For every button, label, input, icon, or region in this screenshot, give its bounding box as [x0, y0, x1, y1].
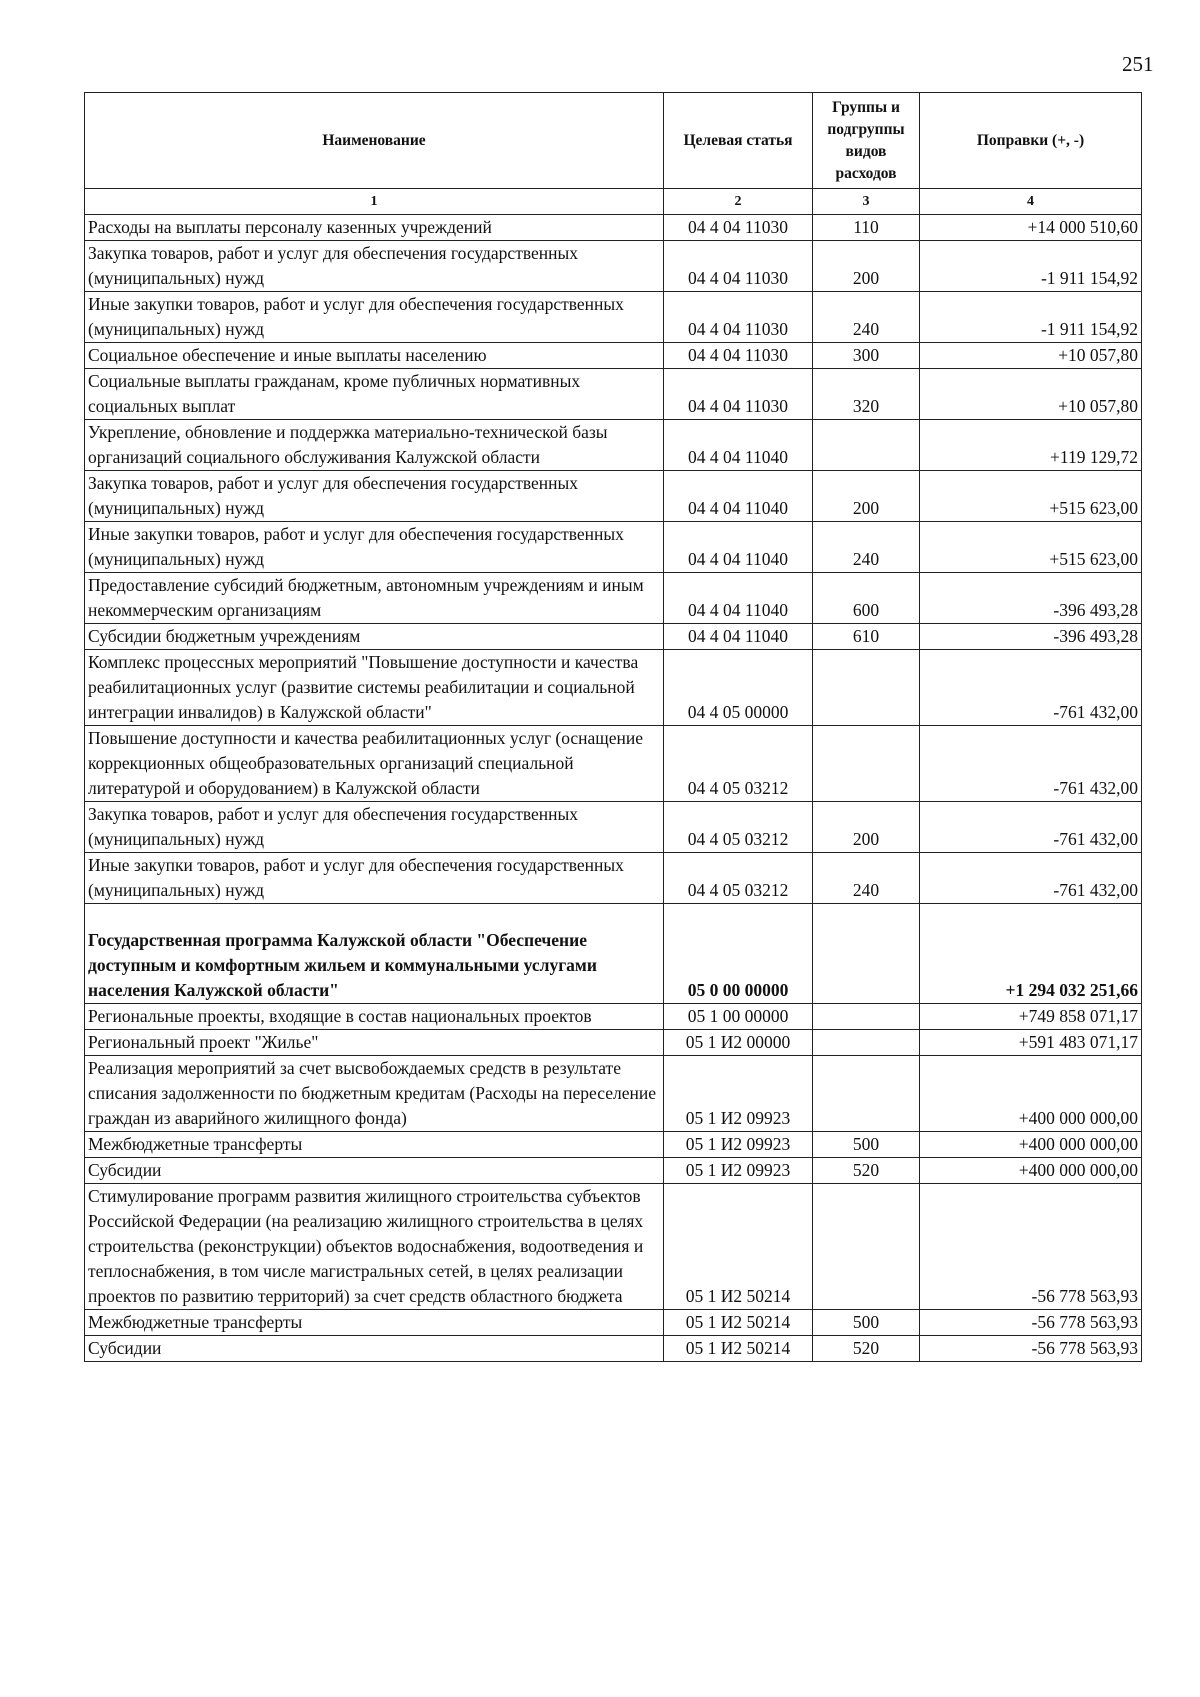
- row-group: 240: [813, 292, 920, 343]
- row-amount: -1 911 154,92: [920, 292, 1142, 343]
- row-name: Реализация мероприятий за счет высвобождаемых средств в результате списания задолженности по бюджетным кредитам (Расходы на переселение граждан из аварийного жилищного фонда): [85, 1056, 664, 1132]
- row-name: Государственная программа Калужской области "Обеспечение доступным и комфортным жильем и коммунальными услугами населения Калужской области": [85, 904, 664, 1004]
- table-row: [85, 624, 1142, 650]
- table-row: [85, 241, 1142, 292]
- table-row: [85, 1132, 1142, 1158]
- row-name: Предоставление субсидий бюджетным, автономным учреждениям и иным некоммерческим организациям: [85, 573, 664, 624]
- row-group: [813, 1030, 920, 1056]
- row-name: Иные закупки товаров, работ и услуг для обеспечения государственных (муниципальных) нужд: [85, 522, 664, 573]
- column-number: 4: [920, 189, 1142, 215]
- table-row: [85, 1336, 1142, 1362]
- row-group: 200: [813, 471, 920, 522]
- column-number: 2: [664, 189, 813, 215]
- row-code: 05 0 00 00000: [664, 904, 813, 1004]
- row-name: Социальное обеспечение и иные выплаты населению: [85, 343, 664, 369]
- row-amount: +515 623,00: [920, 522, 1142, 573]
- row-group: 520: [813, 1336, 920, 1362]
- row-group: 300: [813, 343, 920, 369]
- row-code: 04 4 05 00000: [664, 650, 813, 726]
- table-row: [85, 292, 1142, 343]
- row-amount: +591 483 071,17: [920, 1030, 1142, 1056]
- table-row: [85, 1310, 1142, 1336]
- row-name: Закупка товаров, работ и услуг для обеспечения государственных (муниципальных) нужд: [85, 241, 664, 292]
- table-row: [85, 1158, 1142, 1184]
- row-code: 05 1 И2 00000: [664, 1030, 813, 1056]
- column-number: 1: [85, 189, 664, 215]
- row-code: 04 4 04 11030: [664, 369, 813, 420]
- row-group: 240: [813, 853, 920, 904]
- row-group: 500: [813, 1310, 920, 1336]
- row-code: 04 4 04 11040: [664, 624, 813, 650]
- row-group: 240: [813, 522, 920, 573]
- row-name: Иные закупки товаров, работ и услуг для обеспечения государственных (муниципальных) нужд: [85, 292, 664, 343]
- row-amount: +749 858 071,17: [920, 1004, 1142, 1030]
- row-name: Укрепление, обновление и поддержка материально-технической базы организаций социального обслуживания Калужской области: [85, 420, 664, 471]
- row-name: Расходы на выплаты персоналу казенных учреждений: [85, 215, 664, 241]
- table-row: [85, 726, 1142, 802]
- row-group: 110: [813, 215, 920, 241]
- row-code: 05 1 00 00000: [664, 1004, 813, 1030]
- row-name: Комплекс процессных мероприятий "Повышение доступности и качества реабилитационных услуг (развитие системы реабилитации и социальной интеграции инвалидов) в Калужской области": [85, 650, 664, 726]
- row-group: 600: [813, 573, 920, 624]
- table-row: [85, 369, 1142, 420]
- row-group: [813, 1004, 920, 1030]
- row-name: Повышение доступности и качества реабилитационных услуг (оснащение коррекционных общеобразовательных организаций специальной литературой и оборудованием) в Калужской области: [85, 726, 664, 802]
- row-code: 04 4 04 11030: [664, 241, 813, 292]
- row-group: 610: [813, 624, 920, 650]
- row-name: Региональный проект "Жилье": [85, 1030, 664, 1056]
- row-amount: +119 129,72: [920, 420, 1142, 471]
- row-code: 04 4 05 03212: [664, 726, 813, 802]
- row-name: Субсидии: [85, 1336, 664, 1362]
- header-amendments: Поправки (+, -): [920, 93, 1142, 189]
- column-number-row: [85, 189, 1142, 215]
- row-code: 04 4 04 11040: [664, 420, 813, 471]
- row-name: Межбюджетные трансферты: [85, 1310, 664, 1336]
- column-number: 3: [813, 189, 920, 215]
- table-row: [85, 573, 1142, 624]
- row-code: 04 4 05 03212: [664, 802, 813, 853]
- header-row: [85, 93, 1142, 189]
- row-amount: +14 000 510,60: [920, 215, 1142, 241]
- row-amount: -56 778 563,93: [920, 1184, 1142, 1310]
- page-number: 251: [1122, 52, 1154, 76]
- row-amount: -56 778 563,93: [920, 1310, 1142, 1336]
- row-group: 520: [813, 1158, 920, 1184]
- row-name: Стимулирование программ развития жилищного строительства субъектов Российской Федерации (на реализацию жилищного строительства в целях строительства (реконструкции) объектов водоснабжения, водоотведения и теплоснабжения, в том числе магистральных сетей, в целях реализации проектов по развитию территорий) за счет средств областного бюджета: [85, 1184, 664, 1310]
- row-amount: +400 000 000,00: [920, 1132, 1142, 1158]
- row-amount: -396 493,28: [920, 624, 1142, 650]
- row-amount: -761 432,00: [920, 853, 1142, 904]
- row-code: 05 1 И2 50214: [664, 1184, 813, 1310]
- row-group: [813, 1056, 920, 1132]
- row-code: 04 4 04 11030: [664, 215, 813, 241]
- row-code: 04 4 05 03212: [664, 853, 813, 904]
- row-code: 05 1 И2 50214: [664, 1310, 813, 1336]
- row-amount: -761 432,00: [920, 802, 1142, 853]
- row-name: Закупка товаров, работ и услуг для обеспечения государственных (муниципальных) нужд: [85, 802, 664, 853]
- table-row: [85, 471, 1142, 522]
- row-name: Субсидии: [85, 1158, 664, 1184]
- row-group: [813, 650, 920, 726]
- row-code: 04 4 04 11030: [664, 292, 813, 343]
- row-amount: +400 000 000,00: [920, 1158, 1142, 1184]
- row-amount: -761 432,00: [920, 726, 1142, 802]
- table-row: [85, 1056, 1142, 1132]
- row-amount: +10 057,80: [920, 343, 1142, 369]
- row-amount: -396 493,28: [920, 573, 1142, 624]
- row-amount: +1 294 032 251,66: [920, 904, 1142, 1004]
- row-code: 05 1 И2 50214: [664, 1336, 813, 1362]
- table-row: [85, 1030, 1142, 1056]
- row-name: Субсидии бюджетным учреждениям: [85, 624, 664, 650]
- table-row: [85, 802, 1142, 853]
- row-code: 04 4 04 11030: [664, 343, 813, 369]
- budget-table: [84, 92, 1142, 1362]
- row-amount: +400 000 000,00: [920, 1056, 1142, 1132]
- table-row: [85, 853, 1142, 904]
- row-name: Межбюджетные трансферты: [85, 1132, 664, 1158]
- row-group: 200: [813, 802, 920, 853]
- table-row-program: [85, 904, 1142, 1004]
- row-group: 500: [813, 1132, 920, 1158]
- row-amount: +515 623,00: [920, 471, 1142, 522]
- table-row: [85, 343, 1142, 369]
- row-code: 04 4 04 11040: [664, 471, 813, 522]
- row-group: 200: [813, 241, 920, 292]
- header-name: Наименование: [85, 93, 664, 189]
- row-name: Социальные выплаты гражданам, кроме публичных нормативных социальных выплат: [85, 369, 664, 420]
- row-code: 04 4 04 11040: [664, 573, 813, 624]
- row-group: [813, 1184, 920, 1310]
- row-name: Иные закупки товаров, работ и услуг для обеспечения государственных (муниципальных) нужд: [85, 853, 664, 904]
- row-code: 05 1 И2 09923: [664, 1158, 813, 1184]
- row-amount: -1 911 154,92: [920, 241, 1142, 292]
- row-group: [813, 904, 920, 1004]
- table-row: [85, 1184, 1142, 1310]
- table-row: [85, 650, 1142, 726]
- table-row: [85, 522, 1142, 573]
- row-amount: -761 432,00: [920, 650, 1142, 726]
- table-row: [85, 1004, 1142, 1030]
- header-target: Целевая статья: [664, 93, 813, 189]
- row-name: Региональные проекты, входящие в состав национальных проектов: [85, 1004, 664, 1030]
- table-row: [85, 215, 1142, 241]
- row-code: 05 1 И2 09923: [664, 1132, 813, 1158]
- row-code: 05 1 И2 09923: [664, 1056, 813, 1132]
- row-name: Закупка товаров, работ и услуг для обеспечения государственных (муниципальных) нужд: [85, 471, 664, 522]
- header-groups: Группы и подгруппы видов расходов: [813, 93, 920, 189]
- table-row: [85, 420, 1142, 471]
- row-group: 320: [813, 369, 920, 420]
- row-amount: +10 057,80: [920, 369, 1142, 420]
- row-group: [813, 420, 920, 471]
- row-amount: -56 778 563,93: [920, 1336, 1142, 1362]
- row-code: 04 4 04 11040: [664, 522, 813, 573]
- row-group: [813, 726, 920, 802]
